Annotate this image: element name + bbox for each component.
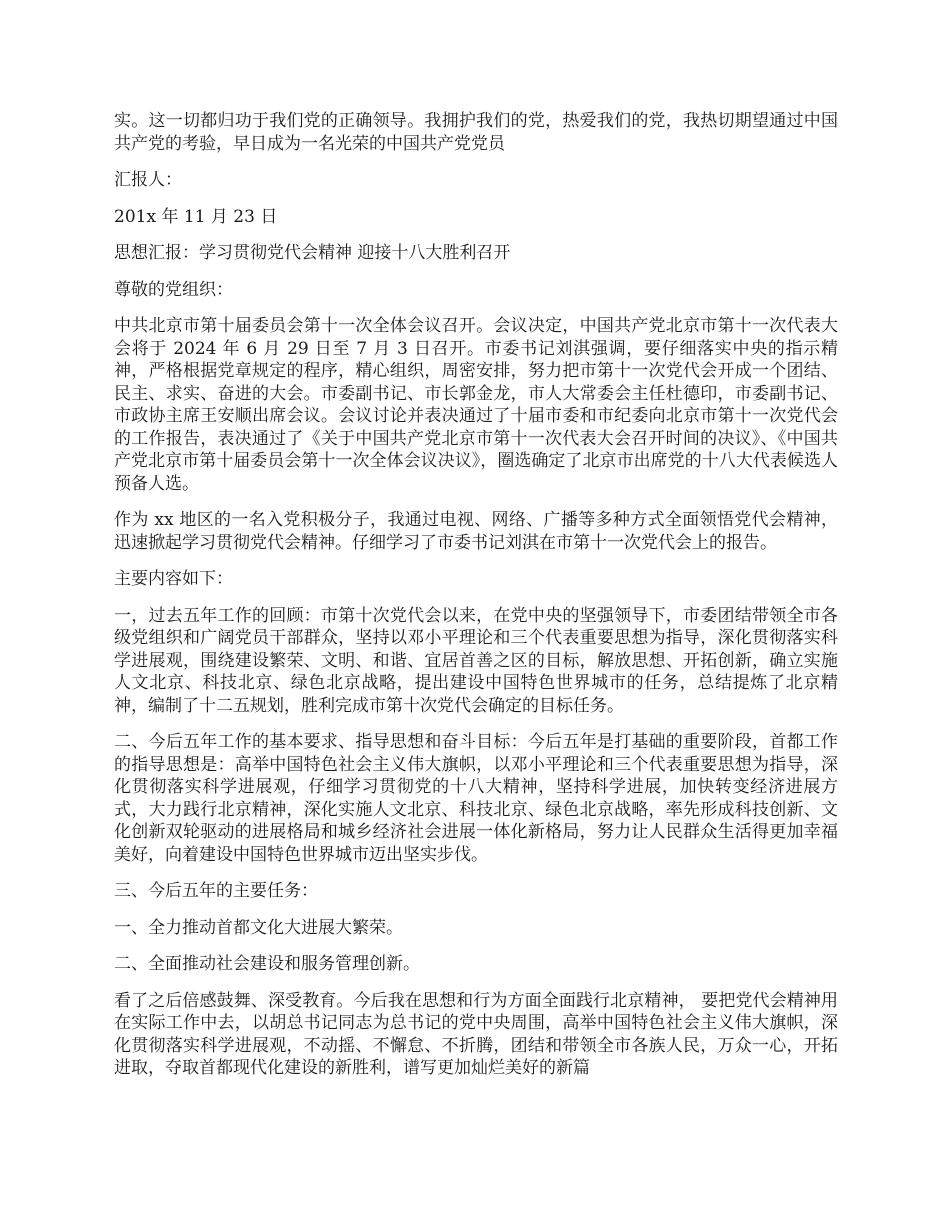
paragraph-meeting-summary: 中共北京市第十届委员会第十一次全体会议召开。会议决定，中国共产党北京市第十一次代表大会将于 2024 年 6 月 29 日至 7 月 3 日召开。市委书记刘淇强调，要仔细落实中央的指示精神，严格根据党章规定的程序，精心组织，周密安排，努力把市第十一次党代会开成一个团结、民主、求实、奋进的大会。市委副书记、市长郭金龙，市人大常委会主任杜德印，市委副书记、市政协主席王安顺出席会议。会议讨论并表决通过了十届市委和市纪委向北京市第十一次党代会的工作报告，表决通过了《关于中国共产党北京市第十一次代表大会召开时间的决议》、《中国共产党北京市第十届委员会第十一次全体会议决议》，圈选确定了北京市出席党的十八大代表候选人预备人选。 [114, 316, 838, 494]
document-body [114, 110, 838, 1094]
report-title: 思想汇报：学习贯彻党代会精神 迎接十八大胜利召开 [114, 243, 511, 263]
report-date: 201x 年 11 月 23 日 [114, 206, 278, 227]
paragraph-personal-study: 作为 xx 地区的一名入党积极分子，我通过电视、网络、广播等多种方式全面领悟党代会精神，迅速掀起学习贯彻党代会精神。仔细学习了市委书记刘淇在市第十一次党代会上的报告。 [114, 510, 838, 553]
reporter-label: 汇报人： [114, 170, 182, 190]
tasks-heading: 三、今后五年的主要任务： [114, 881, 318, 901]
paragraph-review: 一，过去五年工作的回顾：市第十次党代会以来，在党中央的坚强领导下，市委团结带领全市各级党组织和广阔党员干部群众，坚持以邓小平理论和三个代表重要思想为指导，深化贯彻落实科学进展观，围绕建设繁荣、文明、和谐、宜居首善之区的目标，解放思想、开拓创新，确立实施人文北京、科技北京、绿色北京战略，提出建设中国特色世界城市的任务，总结提炼了北京精神，编制了十二五规划，胜利完成市第十次党代会确定的目标任务。 [114, 605, 838, 716]
paragraph-closing-statement: 实。这一切都归功于我们党的正确领导。我拥护我们的党，热爱我们的党，我热切期望通过中国共产党的考验，早日成为一名光荣的中国共产党党员 [114, 111, 838, 154]
task-item-culture: 一、全力推动首都文化大进展大繁荣。 [114, 917, 403, 938]
main-content-heading: 主要内容如下： [114, 569, 233, 589]
paragraph-reflection: 看了之后倍感鼓舞、深受教育。今后我在思想和行为方面全面践行北京精神， 要把党代会精神用在实际工作中去，以胡总书记同志为总书记的党中央周围，高举中国特色社会主义伟大旗帜，深化贯彻落实科学进展观，不动摇、不懈怠、不折腾，团结和带领全市各族人民，万众一心，开拓进取，夺取首都现代化建设的新胜利，谱写更加灿烂美好的新篇 [114, 990, 838, 1078]
salutation: 尊敬的党组织： [114, 279, 233, 300]
paragraph-requirements: 二、今后五年工作的基本要求、指导思想和奋斗目标：今后五年是打基础的重要阶段，首都工作的指导思想是：高举中国特色社会主义伟大旗帜，以邓小平理论和三个代表重要思想为指导，深化贯彻落实科学进展观，仔细学习贯彻党的十八大精神，坚持科学进展，加快转变经济进展方式，大力践行北京精神，深化实施人文北京、科技北京、绿色北京战略，率先形成科技创新、文化创新双轮驱动的进展格局和城乡经济社会进展一体化新格局，努力让人民群众生活得更加幸福美好，向着建设中国特色世界城市迈出坚实步伐。 [114, 732, 838, 865]
task-item-society: 二、全面推动社会建设和服务管理创新。 [114, 954, 420, 974]
